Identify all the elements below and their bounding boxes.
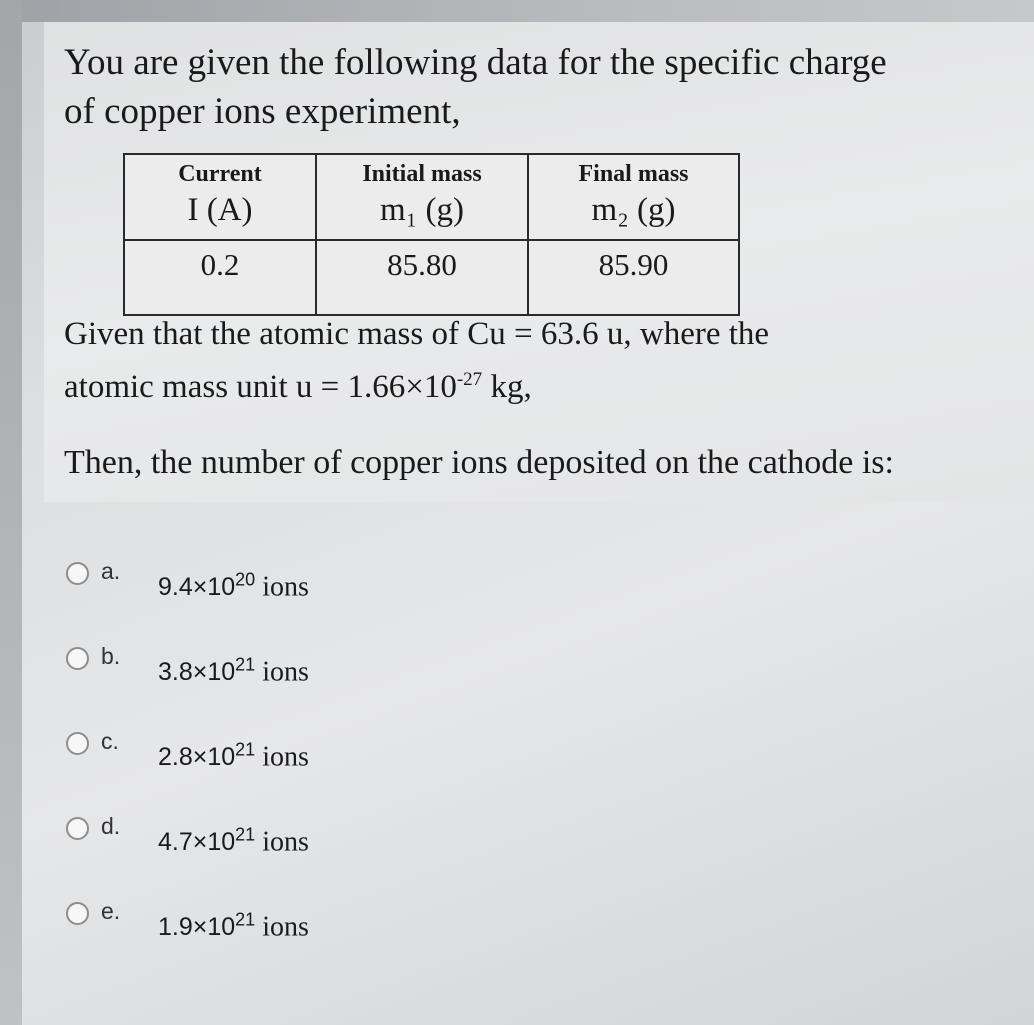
screen-edge-top <box>0 0 1034 22</box>
question-line-2: of copper ions experiment, <box>64 91 461 132</box>
option-label[interactable]: $9.4\times 10^{20}$ ions <box>158 570 309 603</box>
option-letter: d. <box>101 813 121 839</box>
given-line-1: Given that the atomic mass of Cu = 63.6 u, where the <box>64 316 770 352</box>
question-text <box>64 38 994 136</box>
option-letter: c. <box>101 728 119 754</box>
header-initial-mass: Initial mass m₁ (g) <box>316 154 528 240</box>
screen-edge-left <box>0 0 22 1025</box>
data-table <box>123 153 740 316</box>
option-letter: a. <box>101 558 121 584</box>
radio-option-e[interactable] <box>66 902 89 925</box>
radio-option-a[interactable] <box>66 562 89 585</box>
table-header-row <box>124 154 739 240</box>
given-line-2: atomic mass unit $u = 1.66\times 10^{-27}$ kg, <box>64 369 532 405</box>
cell-initial-mass: 85.80 <box>316 240 528 315</box>
option-letter: e. <box>101 898 121 924</box>
option-label[interactable]: $3.8\times 10^{21}$ ions <box>158 655 309 688</box>
option-label[interactable]: $4.7\times 10^{21}$ ions <box>158 825 309 858</box>
radio-option-d[interactable] <box>66 817 89 840</box>
cell-current: 0.2 <box>124 240 316 315</box>
given-text <box>64 312 994 410</box>
radio-option-b[interactable] <box>66 647 89 670</box>
question-line-1: You are given the following data for the specific charge <box>64 42 887 83</box>
cell-final-mass: 85.90 <box>528 240 739 315</box>
option-label[interactable]: $1.9\times 10^{21}$ ions <box>158 910 309 943</box>
prompt-text: Then, the number of copper ions deposited on the cathode is: <box>64 444 894 481</box>
header-final-mass: Final mass m₂ (g) <box>528 154 739 240</box>
option-label[interactable]: $2.8\times 10^{21}$ ions <box>158 740 309 773</box>
header-current: Current I (A) <box>124 154 316 240</box>
table-row <box>124 240 739 315</box>
radio-option-c[interactable] <box>66 732 89 755</box>
option-letter: b. <box>101 643 121 669</box>
